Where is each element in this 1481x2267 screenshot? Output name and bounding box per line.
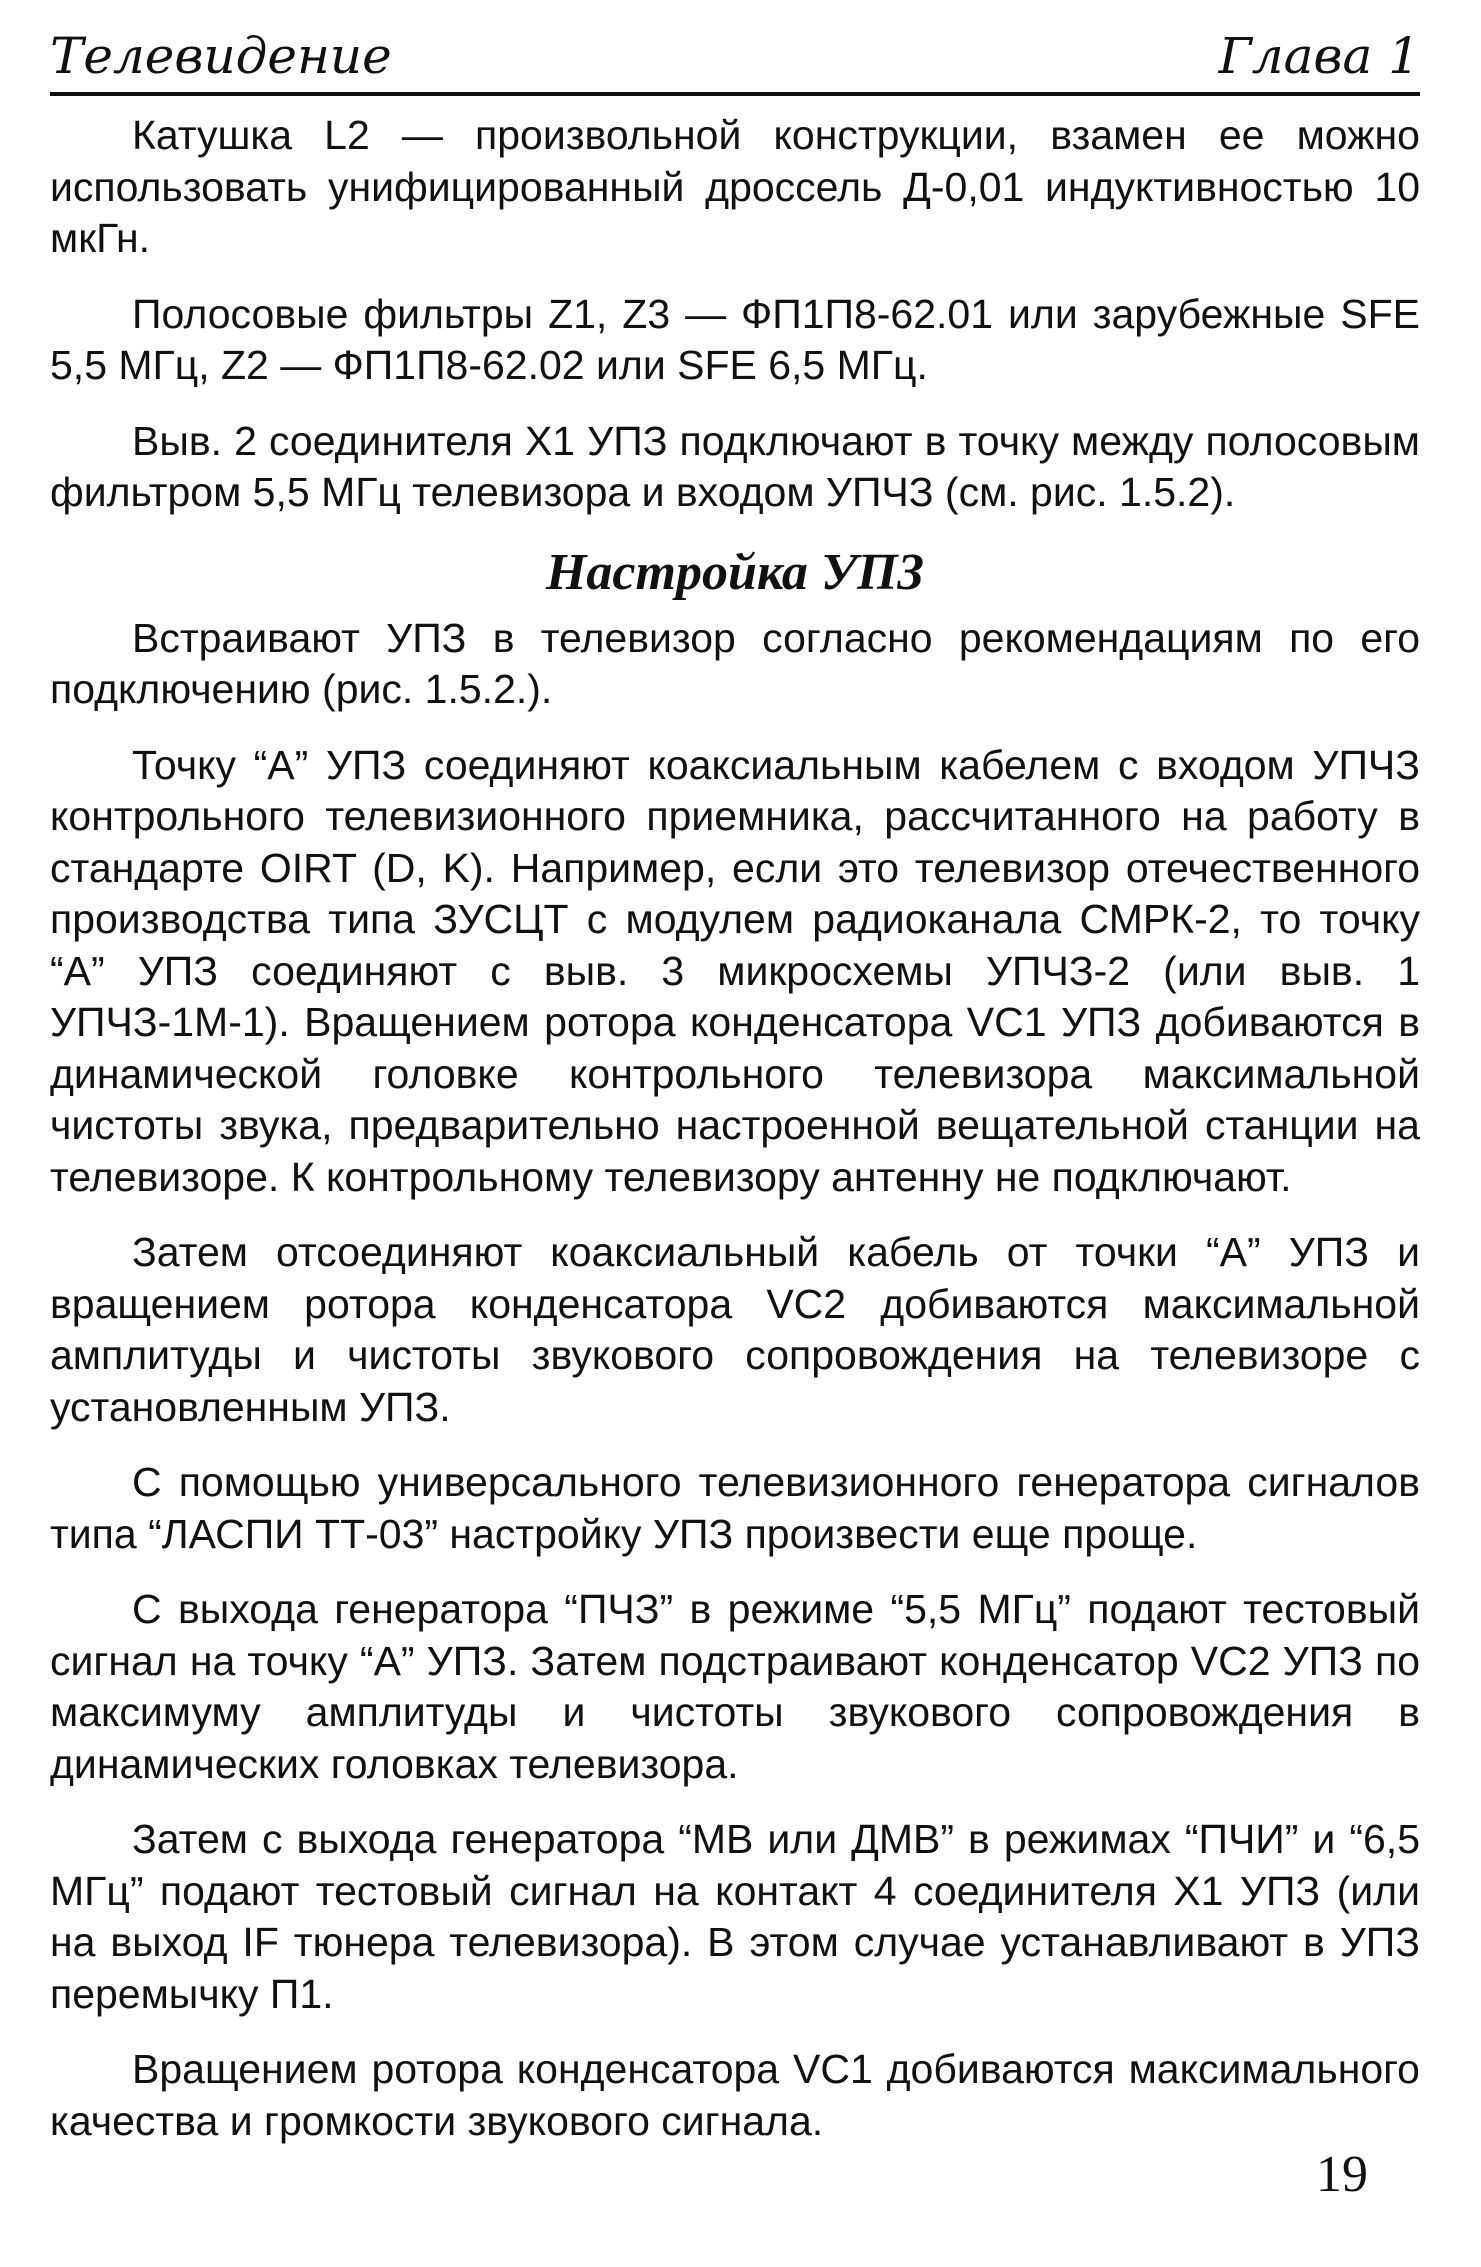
page-number: 19 <box>1316 2146 1368 2203</box>
book-page <box>50 0 1420 2267</box>
header-book-title: Телевидение <box>50 27 392 85</box>
section-heading: Настройка УПЗ <box>545 543 925 601</box>
paragraph: С помощью универсального телевизионного генератора сигналов типа “ЛАСПИ ТТ-03” настройку УПЗ произвести еще проще. <box>50 1459 1420 1557</box>
paragraph: Точку “А” УПЗ соединяют коаксиальным кабелем с входом УПЧЗ контрольного телевизионного приемника, рассчитанного на работу в стандарте OIRT (D, K). Например, если это телевизор отечественного производства типа ЗУСЦТ с модулем радиоканала СМРК-2, то точку “А” УПЗ соединяют с выв. 3 микросхемы УПЧЗ-2 (или выв. 1 УПЧЗ-1М-1). Вращением ротора конденсатора VC1 УПЗ добиваются в динамической головке контрольного телевизора максимальной чистоты звука, предварительно настроенной вещательной станции на телевизоре. К контрольному телевизору антенну не подключают. <box>50 741 1420 1200</box>
paragraph: Выв. 2 соединителя Х1 УПЗ подключают в точку между полосовым фильтром 5,5 МГц телевизора и входом УПЧЗ (см. рис. 1.5.2). <box>50 417 1420 515</box>
paragraph: Вращением ротора конденсатора VC1 добиваются максимального качества и громкости звукового сигнала. <box>50 2046 1420 2144</box>
header-chapter: Глава 1 <box>1218 27 1420 85</box>
paragraph: Затем отсоединяют коаксиальный кабель от точки “А” УПЗ и вращением ротора конденсатора VC2 добиваются максимальной амплитуды и чистоты звукового сопровождения на телевизоре с установленным УПЗ. <box>50 1229 1420 1430</box>
paragraph: Встраивают УПЗ в телевизор согласно рекомендациям по его подключению (рис. 1.5.2.). <box>50 614 1420 712</box>
paragraph: Затем с выхода генератора “МВ или ДМВ” в режимах “ПЧИ” и “6,5 МГц” подают тестовый сигнал на контакт 4 соединителя Х1 УПЗ (или на выход IF тюнера телевизора). В этом случае устанавливают в УПЗ перемычку П1. <box>50 1816 1420 2017</box>
paragraph: Катушка L2 — произвольной конструкции, взамен ее можно использовать унифицированный дроссель Д-0,01 индуктивностью 10 мкГн. <box>50 112 1420 261</box>
running-header <box>50 22 1420 96</box>
paragraph: Полосовые фильтры Z1, Z3 — ФП1П8-62.01 или зарубежные SFE 5,5 МГц, Z2 — ФП1П8-62.02 или SFE 6,5 МГц. <box>50 290 1420 388</box>
paragraph: С выхода генератора “ПЧЗ” в режиме “5,5 МГц” подают тестовый сигнал на точку “А” УПЗ. Затем подстраивают конденсатор VC2 УПЗ по максимуму амплитуды и чистоты звукового сопровождения в динамических головках телевизора. <box>50 1586 1420 1787</box>
page-body <box>50 110 1420 2171</box>
